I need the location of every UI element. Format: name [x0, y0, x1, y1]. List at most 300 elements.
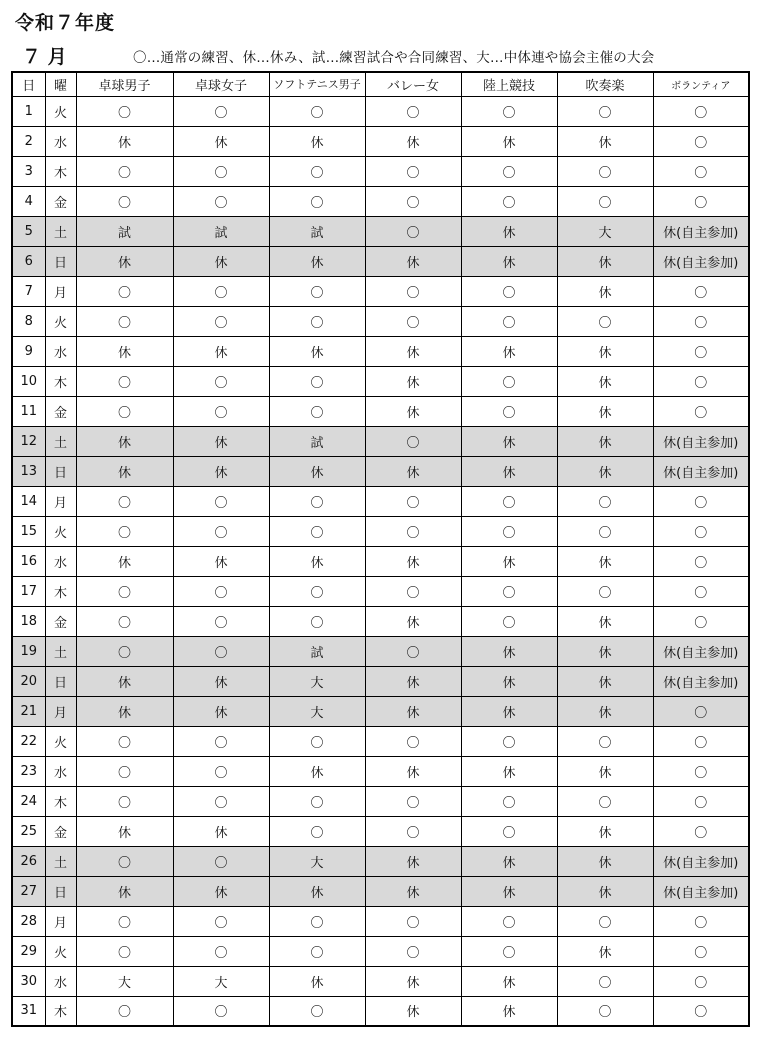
status-cell: 〇	[269, 366, 365, 396]
weekday-cell: 金	[45, 396, 76, 426]
weekday-cell: 土	[45, 216, 76, 246]
status-cell: 〇	[653, 156, 749, 186]
status-cell: 〇	[557, 726, 653, 756]
weekday-cell: 火	[45, 306, 76, 336]
status-cell: 〇	[461, 516, 557, 546]
status-cell: 休	[557, 246, 653, 276]
day-cell: 10	[12, 366, 45, 396]
col-header-brass-band: 吹奏楽	[557, 72, 653, 96]
status-cell: 休	[76, 666, 173, 696]
table-row	[12, 996, 749, 1026]
weekday-cell: 木	[45, 156, 76, 186]
status-cell: 〇	[76, 606, 173, 636]
col-header-volleyball-girls: バレー女	[365, 72, 461, 96]
status-cell: 休	[269, 756, 365, 786]
status-cell: 〇	[76, 996, 173, 1026]
status-cell: 休(自主参加)	[653, 636, 749, 666]
day-cell: 13	[12, 456, 45, 486]
table-row	[12, 186, 749, 216]
status-cell: 休	[557, 666, 653, 696]
table-row	[12, 726, 749, 756]
weekday-cell: 水	[45, 336, 76, 366]
status-cell: 〇	[365, 726, 461, 756]
status-cell: 休	[76, 696, 173, 726]
status-cell: 休	[461, 696, 557, 726]
day-cell: 25	[12, 816, 45, 846]
status-cell: 〇	[653, 696, 749, 726]
weekday-cell: 土	[45, 426, 76, 456]
status-cell: 〇	[269, 996, 365, 1026]
status-cell: 休	[173, 696, 269, 726]
status-cell: 休	[461, 756, 557, 786]
status-cell: 休	[461, 456, 557, 486]
status-cell: 〇	[173, 96, 269, 126]
status-cell: 〇	[461, 816, 557, 846]
status-cell: 休(自主参加)	[653, 666, 749, 696]
status-cell: 休	[269, 126, 365, 156]
status-cell: 〇	[76, 156, 173, 186]
status-cell: 〇	[653, 516, 749, 546]
status-cell: 〇	[365, 156, 461, 186]
status-cell: 休	[173, 456, 269, 486]
status-cell: 試	[269, 426, 365, 456]
status-cell: 〇	[461, 276, 557, 306]
status-cell: 休	[365, 846, 461, 876]
day-cell: 20	[12, 666, 45, 696]
day-cell: 6	[12, 246, 45, 276]
day-cell: 18	[12, 606, 45, 636]
status-cell: 〇	[557, 156, 653, 186]
weekday-cell: 木	[45, 786, 76, 816]
status-cell: 〇	[269, 726, 365, 756]
status-cell: 休	[365, 396, 461, 426]
weekday-cell: 木	[45, 576, 76, 606]
status-cell: 〇	[557, 906, 653, 936]
status-cell: 休	[557, 816, 653, 846]
status-cell: 〇	[653, 996, 749, 1026]
day-cell: 12	[12, 426, 45, 456]
day-cell: 3	[12, 156, 45, 186]
status-cell: 〇	[557, 996, 653, 1026]
table-row	[12, 576, 749, 606]
day-cell: 31	[12, 996, 45, 1026]
status-cell: 休	[173, 666, 269, 696]
status-cell: 休	[461, 216, 557, 246]
col-header-track-and-field: 陸上競技	[461, 72, 557, 96]
status-cell: 〇	[653, 906, 749, 936]
status-cell: 〇	[653, 306, 749, 336]
status-cell: 〇	[76, 846, 173, 876]
weekday-cell: 水	[45, 966, 76, 996]
status-cell: 〇	[461, 186, 557, 216]
weekday-cell: 水	[45, 546, 76, 576]
status-cell: 〇	[76, 726, 173, 756]
day-cell: 7	[12, 276, 45, 306]
status-cell: 休	[269, 546, 365, 576]
day-cell: 4	[12, 186, 45, 216]
status-cell: 〇	[269, 186, 365, 216]
day-cell: 27	[12, 876, 45, 906]
weekday-cell: 水	[45, 126, 76, 156]
status-cell: 〇	[76, 306, 173, 336]
status-cell: 〇	[269, 786, 365, 816]
status-cell: 休	[461, 336, 557, 366]
day-cell: 5	[12, 216, 45, 246]
table-row	[12, 216, 749, 246]
status-cell: 〇	[269, 576, 365, 606]
status-cell: 休	[365, 546, 461, 576]
table-row	[12, 546, 749, 576]
table-row	[12, 906, 749, 936]
status-cell: 休	[269, 876, 365, 906]
status-cell: 休	[365, 996, 461, 1026]
status-cell: 〇	[461, 906, 557, 936]
status-cell: 〇	[269, 906, 365, 936]
status-cell: 休	[365, 456, 461, 486]
status-cell: 〇	[461, 576, 557, 606]
status-cell: 〇	[269, 276, 365, 306]
status-cell: 休(自主参加)	[653, 216, 749, 246]
status-cell: 〇	[461, 786, 557, 816]
status-cell: 〇	[461, 486, 557, 516]
status-cell: 休	[557, 456, 653, 486]
status-cell: 休	[557, 366, 653, 396]
status-cell: 〇	[173, 516, 269, 546]
status-cell: 休	[365, 336, 461, 366]
weekday-cell: 日	[45, 666, 76, 696]
status-cell: 〇	[365, 486, 461, 516]
table-row	[12, 336, 749, 366]
status-cell: 〇	[173, 726, 269, 756]
status-cell: 大	[76, 966, 173, 996]
col-header-volunteer: ボランティア	[653, 72, 749, 96]
status-cell: 休	[365, 876, 461, 906]
table-row	[12, 936, 749, 966]
status-cell: 休	[76, 126, 173, 156]
status-cell: 休	[557, 606, 653, 636]
status-cell: 試	[269, 216, 365, 246]
status-cell: 休	[557, 396, 653, 426]
header-row	[12, 72, 749, 96]
status-cell: 休	[173, 246, 269, 276]
status-cell: 〇	[76, 516, 173, 546]
day-cell: 17	[12, 576, 45, 606]
day-cell: 28	[12, 906, 45, 936]
status-cell: 〇	[653, 786, 749, 816]
status-cell: 〇	[173, 396, 269, 426]
status-cell: 休	[461, 876, 557, 906]
weekday-cell: 日	[45, 246, 76, 276]
status-cell: 〇	[653, 276, 749, 306]
status-cell: 〇	[365, 186, 461, 216]
status-cell: 大	[557, 216, 653, 246]
status-cell: 〇	[461, 306, 557, 336]
status-cell: 休	[557, 426, 653, 456]
status-cell: 〇	[173, 276, 269, 306]
col-header-table-tennis-boys: 卓球男子	[76, 72, 173, 96]
table-row	[12, 486, 749, 516]
status-cell: 〇	[173, 366, 269, 396]
status-cell: 〇	[76, 486, 173, 516]
table-row	[12, 126, 749, 156]
status-cell: 休(自主参加)	[653, 426, 749, 456]
day-cell: 8	[12, 306, 45, 336]
weekday-cell: 月	[45, 276, 76, 306]
col-header-day: 日	[12, 72, 45, 96]
status-cell: 休	[557, 336, 653, 366]
day-cell: 26	[12, 846, 45, 876]
status-cell: 〇	[269, 606, 365, 636]
status-cell: 〇	[653, 366, 749, 396]
status-cell: 〇	[365, 426, 461, 456]
table-row	[12, 366, 749, 396]
status-cell: 〇	[76, 906, 173, 936]
table-row	[12, 246, 749, 276]
status-cell: 休(自主参加)	[653, 876, 749, 906]
status-cell: 大	[269, 666, 365, 696]
status-cell: 〇	[461, 96, 557, 126]
status-cell: 〇	[557, 186, 653, 216]
status-cell: 〇	[557, 576, 653, 606]
status-cell: 〇	[557, 516, 653, 546]
weekday-cell: 火	[45, 726, 76, 756]
weekday-cell: 火	[45, 936, 76, 966]
table-row	[12, 636, 749, 666]
status-cell: 〇	[173, 936, 269, 966]
status-cell: 〇	[269, 486, 365, 516]
status-cell: 〇	[653, 756, 749, 786]
status-cell: 〇	[653, 936, 749, 966]
weekday-cell: 月	[45, 906, 76, 936]
status-cell: 〇	[76, 96, 173, 126]
status-cell: 試	[173, 216, 269, 246]
status-cell: 休	[76, 816, 173, 846]
day-cell: 24	[12, 786, 45, 816]
status-cell: 〇	[76, 936, 173, 966]
weekday-cell: 月	[45, 486, 76, 516]
status-cell: 休(自主参加)	[653, 846, 749, 876]
schedule-table	[11, 71, 750, 1027]
weekday-cell: 金	[45, 186, 76, 216]
table-row	[12, 426, 749, 456]
status-cell: 〇	[461, 396, 557, 426]
table-row	[12, 456, 749, 486]
table-row	[12, 846, 749, 876]
status-cell: 〇	[365, 816, 461, 846]
status-cell: 〇	[269, 816, 365, 846]
day-cell: 15	[12, 516, 45, 546]
status-cell: 休	[461, 996, 557, 1026]
status-cell: 〇	[76, 576, 173, 606]
month-label: ７ 月	[22, 46, 67, 68]
status-cell: 〇	[461, 606, 557, 636]
day-cell: 14	[12, 486, 45, 516]
status-cell: 〇	[461, 936, 557, 966]
status-cell: 休	[365, 666, 461, 696]
status-cell: 休	[365, 966, 461, 996]
status-cell: 休	[557, 126, 653, 156]
status-cell: 休	[557, 276, 653, 306]
table-row	[12, 516, 749, 546]
weekday-cell: 水	[45, 756, 76, 786]
table-row	[12, 96, 749, 126]
status-cell: 休	[365, 756, 461, 786]
status-cell: 休	[76, 876, 173, 906]
weekday-cell: 土	[45, 846, 76, 876]
status-cell: 大	[173, 966, 269, 996]
status-cell: 休	[269, 246, 365, 276]
status-cell: 〇	[76, 786, 173, 816]
status-cell: 休	[173, 426, 269, 456]
status-cell: 〇	[365, 516, 461, 546]
status-cell: 〇	[269, 306, 365, 336]
status-cell: 休	[76, 546, 173, 576]
status-cell: 〇	[173, 306, 269, 336]
status-cell: 〇	[461, 366, 557, 396]
status-cell: 〇	[653, 576, 749, 606]
status-cell: 休	[76, 456, 173, 486]
status-cell: 休	[461, 426, 557, 456]
status-cell: 休	[269, 456, 365, 486]
status-cell: 休	[461, 966, 557, 996]
status-cell: 〇	[557, 966, 653, 996]
status-cell: 休(自主参加)	[653, 456, 749, 486]
col-header-table-tennis-girls: 卓球女子	[173, 72, 269, 96]
weekday-cell: 木	[45, 996, 76, 1026]
status-cell: 試	[76, 216, 173, 246]
status-cell: 〇	[653, 606, 749, 636]
day-cell: 21	[12, 696, 45, 726]
status-cell: 〇	[653, 546, 749, 576]
status-cell: 〇	[653, 186, 749, 216]
status-cell: 休	[557, 636, 653, 666]
status-cell: 休	[269, 336, 365, 366]
weekday-cell: 金	[45, 606, 76, 636]
weekday-cell: 月	[45, 696, 76, 726]
status-cell: 休	[76, 246, 173, 276]
status-cell: 休	[557, 696, 653, 726]
status-cell: 休	[173, 546, 269, 576]
status-cell: 〇	[365, 216, 461, 246]
status-cell: 〇	[365, 306, 461, 336]
status-cell: 〇	[173, 186, 269, 216]
day-cell: 1	[12, 96, 45, 126]
status-cell: 〇	[365, 786, 461, 816]
day-cell: 16	[12, 546, 45, 576]
day-cell: 11	[12, 396, 45, 426]
status-cell: 休	[76, 426, 173, 456]
status-cell: 休	[173, 876, 269, 906]
status-cell: 〇	[269, 396, 365, 426]
day-cell: 9	[12, 336, 45, 366]
day-cell: 29	[12, 936, 45, 966]
status-cell: 休	[461, 636, 557, 666]
col-header-soft-tennis-boys: ソフトテニス男子	[269, 72, 365, 96]
legend-text: 〇…通常の練習、休…休み、試…練習試合や合同練習、大…中体連や協会主催の大会	[133, 50, 655, 66]
status-cell: 〇	[653, 966, 749, 996]
status-cell: 〇	[173, 906, 269, 936]
table-row	[12, 966, 749, 996]
status-cell: 〇	[653, 816, 749, 846]
status-cell: 〇	[76, 636, 173, 666]
status-cell: 大	[269, 696, 365, 726]
weekday-cell: 金	[45, 816, 76, 846]
status-cell: 休	[365, 696, 461, 726]
status-cell: 〇	[173, 156, 269, 186]
status-cell: 休	[76, 336, 173, 366]
status-cell: 休	[173, 126, 269, 156]
status-cell: 〇	[173, 606, 269, 636]
status-cell: 〇	[269, 936, 365, 966]
status-cell: 休	[557, 756, 653, 786]
status-cell: 休	[461, 246, 557, 276]
status-cell: 〇	[173, 996, 269, 1026]
status-cell: 〇	[653, 336, 749, 366]
status-cell: 休	[557, 546, 653, 576]
status-cell: 休	[557, 936, 653, 966]
status-cell: 〇	[173, 576, 269, 606]
table-row	[12, 276, 749, 306]
status-cell: 休	[461, 846, 557, 876]
table-row	[12, 156, 749, 186]
table-row	[12, 876, 749, 906]
status-cell: 〇	[76, 756, 173, 786]
status-cell: 〇	[461, 726, 557, 756]
status-cell: 試	[269, 636, 365, 666]
status-cell: 大	[269, 846, 365, 876]
status-cell: 〇	[365, 936, 461, 966]
status-cell: 〇	[76, 366, 173, 396]
table-row	[12, 756, 749, 786]
table-row	[12, 786, 749, 816]
status-cell: 〇	[173, 636, 269, 666]
status-cell: 休	[365, 246, 461, 276]
status-cell: 休	[365, 366, 461, 396]
status-cell: 休	[461, 666, 557, 696]
weekday-cell: 火	[45, 96, 76, 126]
table-row	[12, 666, 749, 696]
col-header-weekday: 曜	[45, 72, 76, 96]
status-cell: 〇	[653, 396, 749, 426]
status-cell: 〇	[557, 786, 653, 816]
status-cell: 休(自主参加)	[653, 246, 749, 276]
status-cell: 休	[365, 126, 461, 156]
status-cell: 〇	[173, 486, 269, 516]
status-cell: 〇	[76, 276, 173, 306]
weekday-cell: 土	[45, 636, 76, 666]
status-cell: 〇	[461, 156, 557, 186]
status-cell: 〇	[365, 636, 461, 666]
table-row	[12, 306, 749, 336]
status-cell: 〇	[653, 486, 749, 516]
day-cell: 19	[12, 636, 45, 666]
status-cell: 〇	[365, 906, 461, 936]
weekday-cell: 火	[45, 516, 76, 546]
table-row	[12, 606, 749, 636]
table-row	[12, 816, 749, 846]
day-cell: 23	[12, 756, 45, 786]
schedule-body	[12, 96, 749, 1026]
status-cell: 〇	[653, 126, 749, 156]
status-cell: 〇	[653, 96, 749, 126]
day-cell: 2	[12, 126, 45, 156]
weekday-cell: 日	[45, 456, 76, 486]
table-row	[12, 396, 749, 426]
table-row	[12, 696, 749, 726]
status-cell: 〇	[365, 96, 461, 126]
status-cell: 休	[461, 126, 557, 156]
status-cell: 〇	[557, 486, 653, 516]
